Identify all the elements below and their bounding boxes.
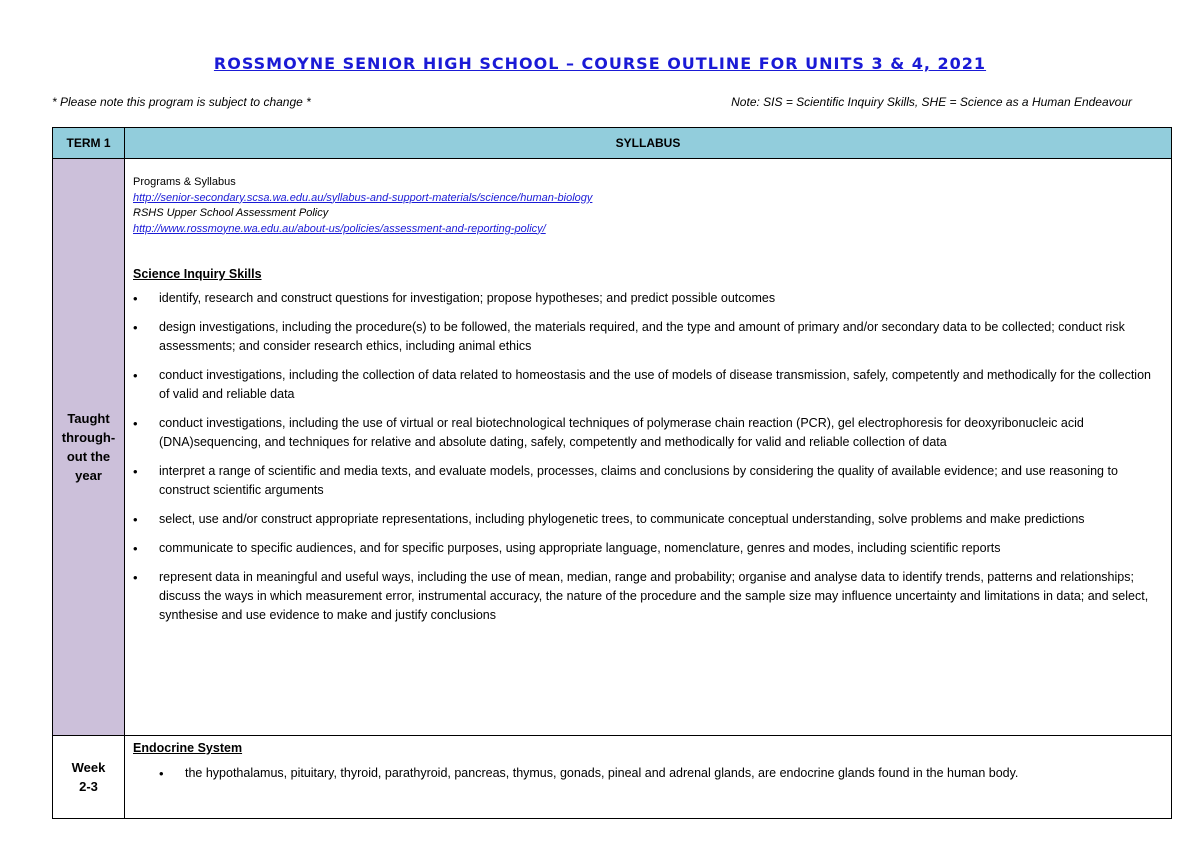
change-note: * Please note this program is subject to change * [52,95,311,109]
table-row [53,159,1172,736]
syllabus-link[interactable]: http://senior-secondary.scsa.wa.edu.au/syllabus-and-support-materials/science/human-biology [133,191,593,204]
term-header: TERM 1 [53,128,125,159]
inquiry-skills-list [133,289,1163,625]
programs-block [133,175,1163,237]
term-label: Taught through-out the year [61,411,116,483]
table-header-row [53,128,1172,159]
document-title: ROSSMOYNE SENIOR HIGH SCHOOL – COURSE OUTLINE FOR UNITS 3 & 4, 2021 [213,54,987,73]
list-item: • select, use and/or construct appropriate representations, including phylogenetic trees, to communicate conceptual understanding, solve problems and make predictions [133,510,1163,529]
policy-label: RSHS Upper School Assessment Policy [133,207,329,219]
section-heading: Endocrine System [133,741,243,755]
week-label: Week [71,760,106,775]
list-item: • communicate to specific audiences, and for specific purposes, using appropriate language, nomenclature, genres and modes, including scientific reports [133,539,1163,558]
course-outline-table [52,127,1172,819]
abbreviation-note: Note: SIS = Scientific Inquiry Skills, SHE = Science as a Human Endeavour [731,95,1132,109]
list-item: • conduct investigations, including the collection of data related to homeostasis and the use of models of disease transmission, safely, competently and methodically for the collection of valid and reliable data [133,366,1163,404]
week-number: 2-3 [79,779,98,794]
term-cell-throughout [53,159,125,736]
section-heading: Science Inquiry Skills [133,267,262,281]
list-item: • interpret a range of scientific and media texts, and evaluate models, processes, claims and conclusions by considering the quality of available evidence; and use reasoning to construct scientific arguments [133,462,1163,500]
list-item: • design investigations, including the procedure(s) to be followed, the materials required, and the type and amount of primary and/or secondary data to be collected; conduct risk assessments; and consider research ethics, including animal ethics [133,318,1163,356]
syllabus-cell [125,736,1172,819]
endocrine-list [133,764,1163,783]
table-row [53,736,1172,819]
programs-label: Programs & Syllabus [133,176,236,188]
list-item: • the hypothalamus, pituitary, thyroid, parathyroid, pancreas, thymus, gonads, pineal and adrenal glands, are endocrine glands found in the human body. [133,764,1163,783]
list-item: • represent data in meaningful and useful ways, including the use of mean, median, range and probability; organise and analyse data to identify trends, patterns and relationships; discuss the ways in which measurement error, instrumental accuracy, the nature of the procedure and the sample size may influence uncertainty and limitations in data; and select, synthesise and use evidence to make and justify conclusions [133,568,1163,625]
syllabus-cell [125,159,1172,736]
list-item: • conduct investigations, including the use of virtual or real biotechnological techniques of polymerase chain reaction (PCR), gel electrophoresis for deoxyribonucleic acid (DNA)sequencing, and techniques for relative and absolute dating, safely, competently and methodically for valid and reliable collection of data [133,414,1163,452]
syllabus-header: SYLLABUS [125,128,1172,159]
policy-link[interactable]: http://www.rossmoyne.wa.edu.au/about-us/policies/assessment-and-reporting-policy/ [133,222,546,235]
week-cell [53,736,125,819]
list-item: • identify, research and construct questions for investigation; propose hypotheses; and predict possible outcomes [133,289,1163,308]
